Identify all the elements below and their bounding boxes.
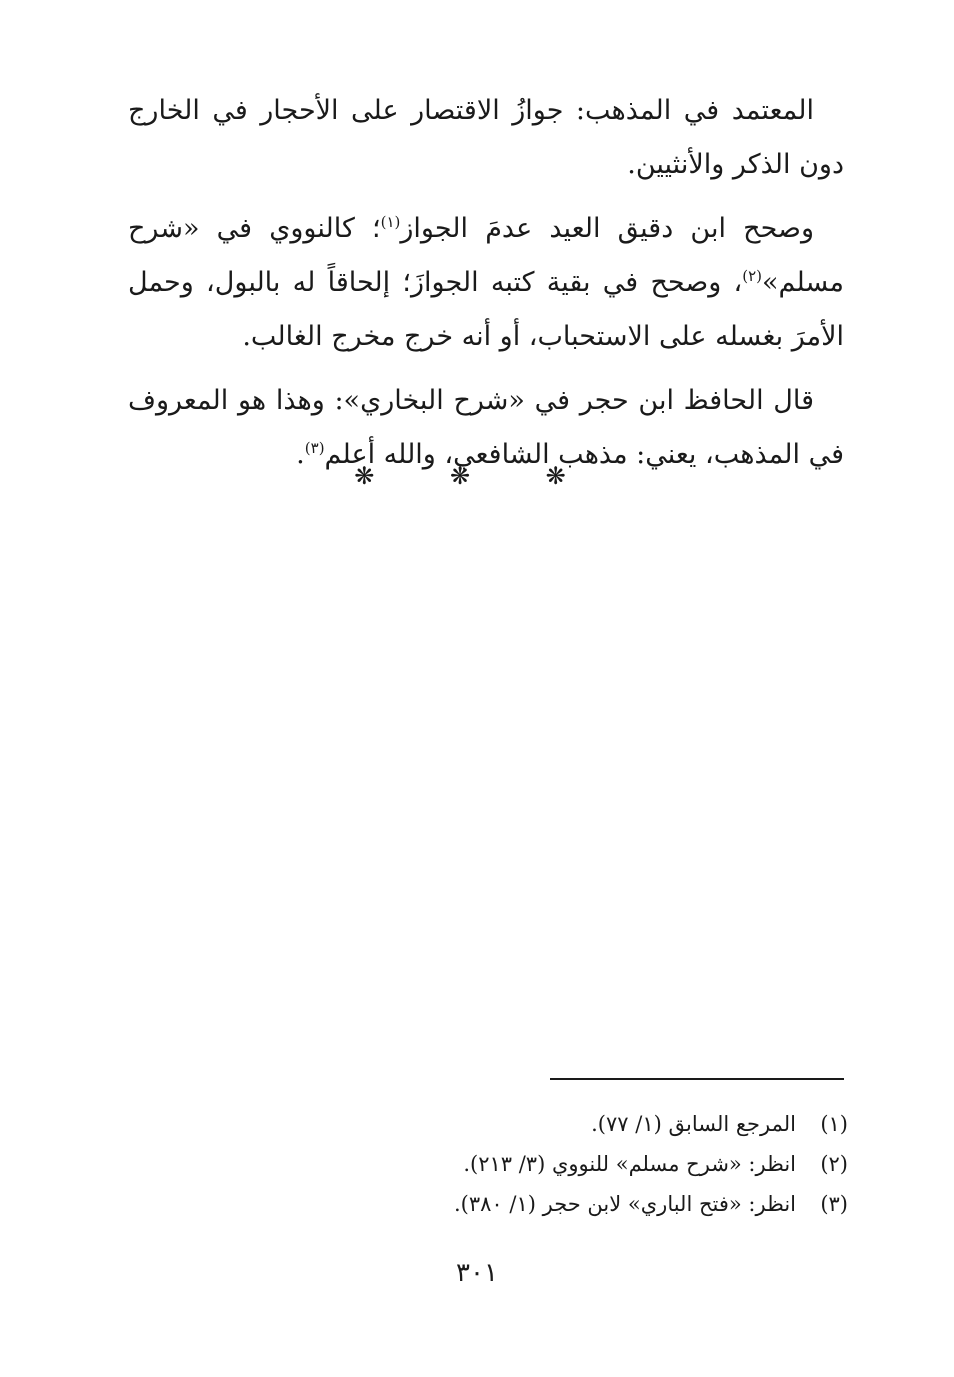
footnote-divider: [550, 1078, 844, 1080]
main-text: [128, 84, 844, 492]
paragraph-3-part-2: .: [296, 439, 305, 470]
footnote-ref-1: (١): [380, 213, 401, 231]
footnote-number: (٢): [820, 1152, 848, 1176]
footnote-ref-2: (٢): [742, 267, 763, 285]
footnote-3: [132, 1184, 848, 1224]
footnote-2: [132, 1144, 848, 1184]
paragraph-1-text: المعتمد في المذهب: جوازُ الاقتصار على الأحجار في الخارج دون الذكر والأنثيين.: [128, 95, 844, 180]
paragraph-3-part-1: قال الحافظ ابن حجر في «شرح البخاري»: وهذا هو المعروف في المذهب، يعني: مذهب الشافعي، والله أعلم: [128, 385, 844, 470]
section-separator: ❋ ❋ ❋: [354, 462, 600, 490]
paragraph-2-part-3: ، وصحح في بقية كتبه الجوازَ؛ إلحاقاً له بالبول، وحمل الأمرَ بغسله على الاستحباب، أو أنه خرج مخرج الغالب.: [128, 267, 844, 352]
footnote-ref-3: (٣): [304, 439, 325, 457]
footnotes: [132, 1104, 848, 1224]
footnote-text: انظر: «شرح مسلم» للنووي (٣/ ٢١٣).: [463, 1152, 796, 1176]
footnote-text: المرجع السابق (١/ ٧٧).: [591, 1112, 796, 1136]
footnote-1: [132, 1104, 848, 1144]
footnote-number: (٣): [820, 1192, 848, 1216]
paragraph-2-part-1: وصحح ابن دقيق العيد عدمَ الجواز: [400, 213, 814, 244]
paragraph-2: [128, 202, 844, 364]
footnote-text: انظر: «فتح الباري» لابن حجر (١/ ٣٨٠).: [453, 1192, 796, 1216]
paragraph-1: [128, 84, 844, 192]
footnote-number: (١): [820, 1112, 848, 1136]
page-number: ٣٠١: [456, 1258, 498, 1288]
paragraph-2-part-2: ؛ كالنووي في «شرح مسلم»: [128, 213, 844, 298]
